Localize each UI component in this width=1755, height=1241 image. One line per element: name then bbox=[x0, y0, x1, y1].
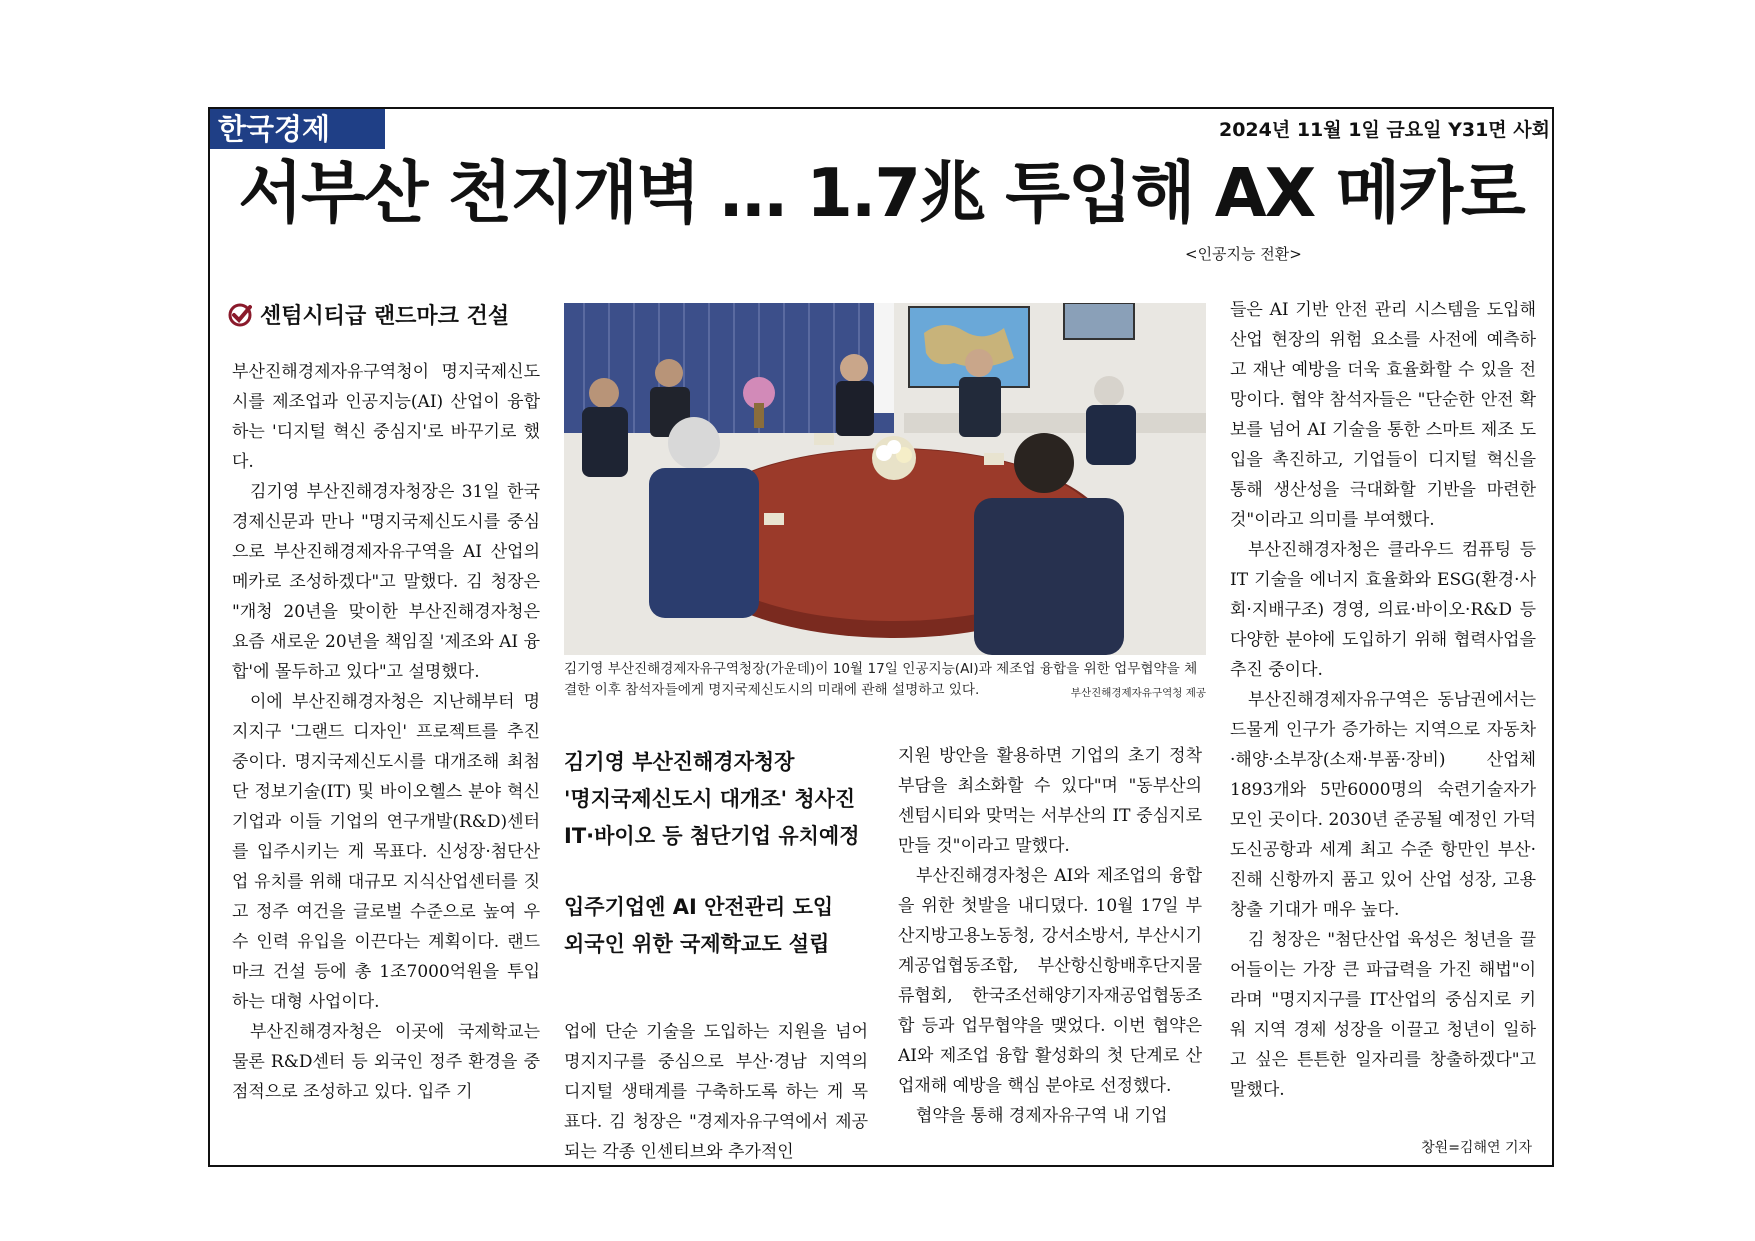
paragraph: 들은 AI 기반 안전 관리 시스템을 도입해 산업 현장의 위험 요소를 사전에 예측하고 재난 예방을 더욱 효율화할 수 있을 전망이다. 협약 참석자들은 "단순한 안전 확보를 넘어 AI 기술을 통한 스마트 제조 도입을 촉진하고, 기업들이 디지털 혁신을 통해 생산성을 극대화할 기반을 마련한 것"이라고 의미를 부여했다. bbox=[1230, 300, 1536, 530]
article-column-2 bbox=[564, 1017, 868, 1167]
paragraph: 부산진해경제자유구역청이 명지국제신도시를 제조업과 인공지능(AI) 산업이 융합하는 '디지털 혁신 중심지'로 바꾸기로 했다. bbox=[232, 362, 540, 472]
deck-line: IT·바이오 등 첨단기업 유치예정 bbox=[564, 824, 860, 848]
paragraph: 이에 부산진해경자청은 지난해부터 명지지구 '그랜드 디자인' 프로젝트를 추진 중이다. 명지국제신도시를 대개조해 최첨단 정보기술(IT) 및 바이오헬스 분야 혁신 기업과 이들 기업의 연구개발(R&D)센터를 입주시키는 게 목표다. 신성장·첨단산업 유치를 위해 대규모 지식산업센터를 짓고 정주 여건을 글로벌 수준으로 높여 우수 인력 유입을 이끈다는 계획이다. 랜드마크 건설 등에 총 1조7000억원을 투입하는 대형 사업이다. bbox=[232, 692, 540, 1012]
meeting-photo bbox=[564, 303, 1206, 655]
deck-line: '명지국제신도시 대개조' 청사진 bbox=[564, 787, 856, 811]
byline: 창원=김해연 기자 bbox=[1421, 1140, 1532, 1156]
paragraph: 지원 방안을 활용하면 기업의 초기 정착 부담을 최소화할 수 있다"며 "동부산의 센텀시티와 맞먹는 서부산의 IT 중심지로 만들 것"이라고 말했다. bbox=[898, 746, 1202, 856]
paragraph: 부산진해경제자유구역은 동남권에서는 드물게 인구가 증가하는 지역으로 자동차·해양·소부장(소재·부품·장비) 산업체 1893개와 5만6000명의 숙련기술자가 모인 곳이다. 2030년 준공될 예정인 가덕도신공항과 세계 최고 수준 항만인 부산·진해 신항까지 품고 있어 산업 성장, 고용 창출 기대가 매우 높다. bbox=[1230, 690, 1536, 920]
photo-credit: 부산진해경제자유구역청 제공 bbox=[1070, 687, 1206, 699]
deck-line: 김기영 부산진해경자청장 bbox=[564, 750, 795, 774]
article-column-4 bbox=[1230, 295, 1536, 1167]
paragraph: 부산진해경자청은 클라우드 컴퓨팅 등 IT 기술을 에너지 효율화와 ESG(환경·사회·지배구조) 경영, 의료·바이오·R&D 등 다양한 분야에 도입하기 위해 협력사업을 추진 중이다. bbox=[1230, 540, 1536, 680]
paragraph: 업에 단순 기술을 도입하는 지원을 넘어 명지지구를 중심으로 부산·경남 지역의 디지털 생태계를 구축하도록 하는 게 목표다. 김 청장은 "경제자유구역에서 제공되는 각종 인센티브와 추가적인 bbox=[564, 1022, 868, 1162]
subhead-text: 센텀시티급 랜드마크 건설 bbox=[260, 304, 510, 329]
paragraph: 김기영 부산진해경자청장은 31일 한국경제신문과 만나 "명지국제신도시를 중심으로 부산진해경제자유구역을 AI 산업의 메카로 조성하겠다"고 말했다. 김 청장은 "개청 20년을 맞이한 부산진해경자청은 요즘 새로운 20년을 책임질 '제조와 AI 융합'에 몰두하고 있다"고 설명했다. bbox=[232, 482, 540, 682]
headline: 서부산 천지개벽 … 1.7兆 투입해 AX 메카로 bbox=[238, 154, 1524, 232]
news-photo bbox=[564, 303, 1206, 655]
deck-line: 입주기업엔 AI 안전관리 도입 bbox=[564, 895, 834, 919]
article-column-3 bbox=[898, 741, 1202, 1167]
deck-headline-2 bbox=[564, 889, 874, 963]
masthead: 한국경제 bbox=[210, 109, 385, 149]
paragraph: 김 청장은 "첨단산업 육성은 청년을 끌어들이는 가장 큰 파급력을 가진 해법"이라며 "명지지구를 IT산업의 중심지로 키워 지역 경제 성장을 이끌고 청년이 일하고 싶은 튼튼한 일자리를 창출하겠다"고 말했다. bbox=[1230, 930, 1536, 1100]
deck-headline-1 bbox=[564, 744, 874, 855]
subhead bbox=[228, 299, 509, 330]
headline-note: <인공지능 전환> bbox=[1185, 245, 1302, 263]
paragraph: 부산진해경자청은 AI와 제조업의 융합을 위한 첫발을 내디뎠다. 10월 17일 부산지방고용노동청, 강서소방서, 부산시기계공업협동조합, 부산항신항배후단지물류협회, 한국조선해양기자재공업협동조합 등과 업무협약을 맺었다. 이번 협약은 AI와 제조업 융합 활성화의 첫 단계로 산업재해 예방을 핵심 분야로 선정했다. bbox=[898, 866, 1202, 1096]
newspaper-clipping bbox=[208, 107, 1554, 1167]
dateline: 2024년 11월 1일 금요일 Y31면 사회 bbox=[1218, 119, 1550, 141]
photo-caption bbox=[564, 659, 1206, 704]
paragraph: 부산진해경자청은 이곳에 국제학교는 물론 R&D센터 등 외국인 정주 환경을 중점적으로 조성하고 있다. 입주 기 bbox=[232, 1022, 540, 1102]
paragraph: 협약을 통해 경제자유구역 내 기업 bbox=[916, 1106, 1168, 1126]
check-icon bbox=[228, 303, 252, 327]
article-column-1 bbox=[232, 357, 540, 1167]
deck-line: 외국인 위한 국제학교도 설립 bbox=[564, 932, 830, 956]
photo-caption-text: 김기영 부산진해경제자유구역청장(가운데)이 10월 17일 인공지능(AI)과 제조업 융합을 위한 업무협약을 체결한 이후 참석자들에게 명지국제신도시의 미래에 관해 설명하고 있다. bbox=[564, 661, 1198, 698]
